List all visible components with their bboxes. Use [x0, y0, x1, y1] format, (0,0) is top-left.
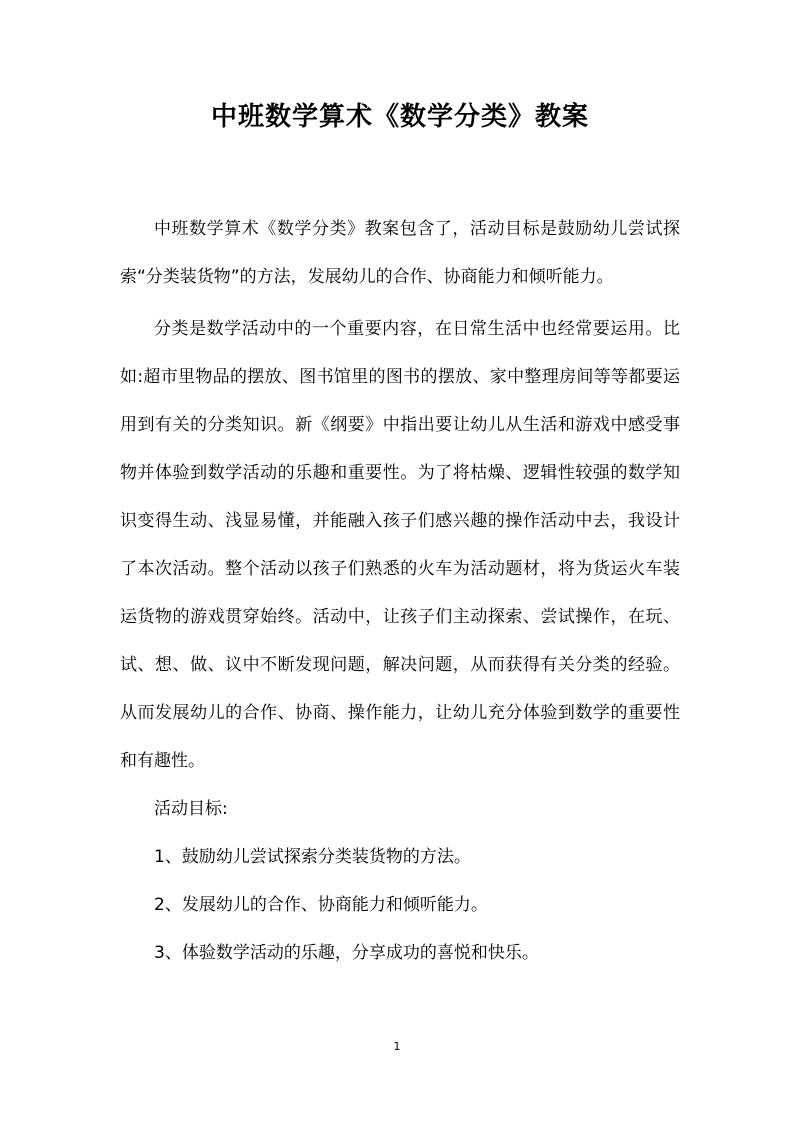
document-body: [120, 205, 680, 977]
page-number: 1: [393, 1040, 401, 1053]
goal-item-1: 1、鼓励幼儿尝试探索分类装货物的方法。: [154, 847, 471, 867]
goal-item-3: 3、体验数学活动的乐趣，分享成功的喜悦和快乐。: [154, 943, 539, 963]
background-paragraph: 分类是数学活动中的一个重要内容，在日常生活中也经常要运用。比如:超市里物品的摆放、图书馆里的图书的摆放、家中整理房间等等都要运用到有关的分类知识。新《纲要》中指出要让幼儿从生活和游戏中感受事物并体验到数学活动的乐趣和重要性。为了将枯燥、逻辑性较强的数学知识变得生动、浅显易懂，并能融入孩子们感兴趣的操作活动中去，我设计了本次活动。整个活动以孩子们熟悉的火车为活动题材，将为货运火车装运货物的游戏贯穿始终。活动中，让孩子们主动探索、尝试操作，在玩、试、想、做、议中不断发现问题，解决问题，从而获得有关分类的经验。从而发展幼儿的合作、协商、操作能力，让幼儿充分体验到数学的重要性和有趣性。: [120, 319, 680, 771]
intro-paragraph: 中班数学算术《数学分类》教案包含了，活动目标是鼓励幼儿尝试探索“分类装货物”的方法，发展幼儿的合作、协商能力和倾听能力。: [120, 219, 680, 287]
document-title: 中班数学算术《数学分类》教案: [210, 102, 589, 132]
goal-item-2: 2、发展幼儿的合作、协商能力和倾听能力。: [154, 895, 488, 915]
section-heading-goals: 活动目标:: [154, 799, 228, 819]
